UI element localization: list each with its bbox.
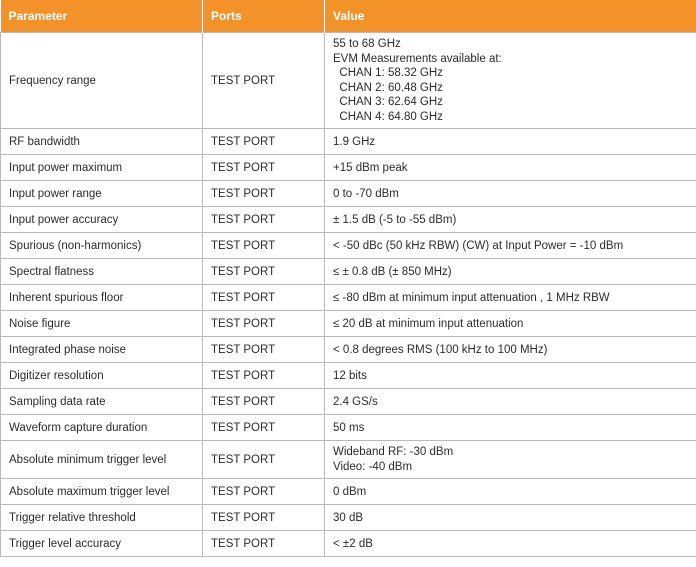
parameter-cell: Input power accuracy [1,207,203,233]
table-row [1,155,696,181]
parameter-cell: Integrated phase noise [1,337,203,363]
parameter-cell: Digitizer resolution [1,363,203,389]
table-row [1,285,696,311]
parameter-cell: Absolute maximum trigger level [1,479,203,505]
port-cell: TEST PORT [203,259,325,285]
value-cell: < ±2 dB [325,531,696,557]
column-header-parameter: Parameter [1,0,203,33]
value-cell [325,441,696,479]
parameter-cell: Noise figure [1,311,203,337]
value-text: Wideband RF: -30 dBm Video: -40 dBm [333,446,454,473]
value-cell: 50 ms [325,415,696,441]
parameter-cell: Sampling data rate [1,389,203,415]
table-row [1,389,696,415]
parameter-cell: Spectral flatness [1,259,203,285]
port-cell: TEST PORT [203,531,325,557]
port-cell: TEST PORT [203,415,325,441]
value-cell: ≤ 20 dB at minimum input attenuation [325,311,696,337]
table-row [1,311,696,337]
table-row [1,129,696,155]
table-row [1,207,696,233]
parameter-cell: Input power maximum [1,155,203,181]
port-cell: TEST PORT [203,389,325,415]
port-cell: TEST PORT [203,441,325,479]
parameter-cell: Frequency range [1,33,203,129]
value-cell [325,33,696,129]
port-cell: TEST PORT [203,233,325,259]
table-row [1,441,696,479]
port-cell: TEST PORT [203,505,325,531]
port-cell: TEST PORT [203,479,325,505]
value-cell: ≤ ± 0.8 dB (± 850 MHz) [325,259,696,285]
port-cell: TEST PORT [203,337,325,363]
table-row [1,181,696,207]
parameter-cell: Trigger level accuracy [1,531,203,557]
table-row [1,259,696,285]
value-cell: 30 dB [325,505,696,531]
parameter-cell: Input power range [1,181,203,207]
column-header-value: Value [325,0,696,33]
table-row [1,415,696,441]
table-row [1,531,696,557]
value-cell: 12 bits [325,363,696,389]
port-cell: TEST PORT [203,285,325,311]
parameter-cell: RF bandwidth [1,129,203,155]
column-header-ports: Ports [203,0,325,33]
port-cell: TEST PORT [203,155,325,181]
value-cell: < -50 dBc (50 kHz RBW) (CW) at Input Power = -10 dBm [325,233,696,259]
parameter-cell: Waveform capture duration [1,415,203,441]
port-cell: TEST PORT [203,363,325,389]
port-cell: TEST PORT [203,129,325,155]
port-cell: TEST PORT [203,33,325,129]
port-cell: TEST PORT [203,311,325,337]
value-cell: ± 1.5 dB (-5 to -55 dBm) [325,207,696,233]
parameter-cell: Spurious (non-harmonics) [1,233,203,259]
value-text: 55 to 68 GHz EVM Measurements available at: CHAN 1: 58.32 GHz CHAN 2: 60.48 GHz CHAN 3: 62.64 GHz CHAN 4: 64.80 GHz [333,38,502,123]
table-header-row [1,0,696,33]
table-row [1,363,696,389]
value-cell: 1.9 GHz [325,129,696,155]
parameter-cell: Inherent spurious floor [1,285,203,311]
value-cell: 0 dBm [325,479,696,505]
port-cell: TEST PORT [203,181,325,207]
value-cell: 0 to -70 dBm [325,181,696,207]
table-row [1,33,696,129]
value-cell: 2.4 GS/s [325,389,696,415]
value-cell: +15 dBm peak [325,155,696,181]
value-cell: ≤ -80 dBm at minimum input attenuation , 1 MHz RBW [325,285,696,311]
parameter-cell: Trigger relative threshold [1,505,203,531]
table-row [1,233,696,259]
table-row [1,337,696,363]
table-row [1,505,696,531]
table-row [1,479,696,505]
port-cell: TEST PORT [203,207,325,233]
value-cell: < 0.8 degrees RMS (100 kHz to 100 MHz) [325,337,696,363]
parameter-cell: Absolute minimum trigger level [1,441,203,479]
